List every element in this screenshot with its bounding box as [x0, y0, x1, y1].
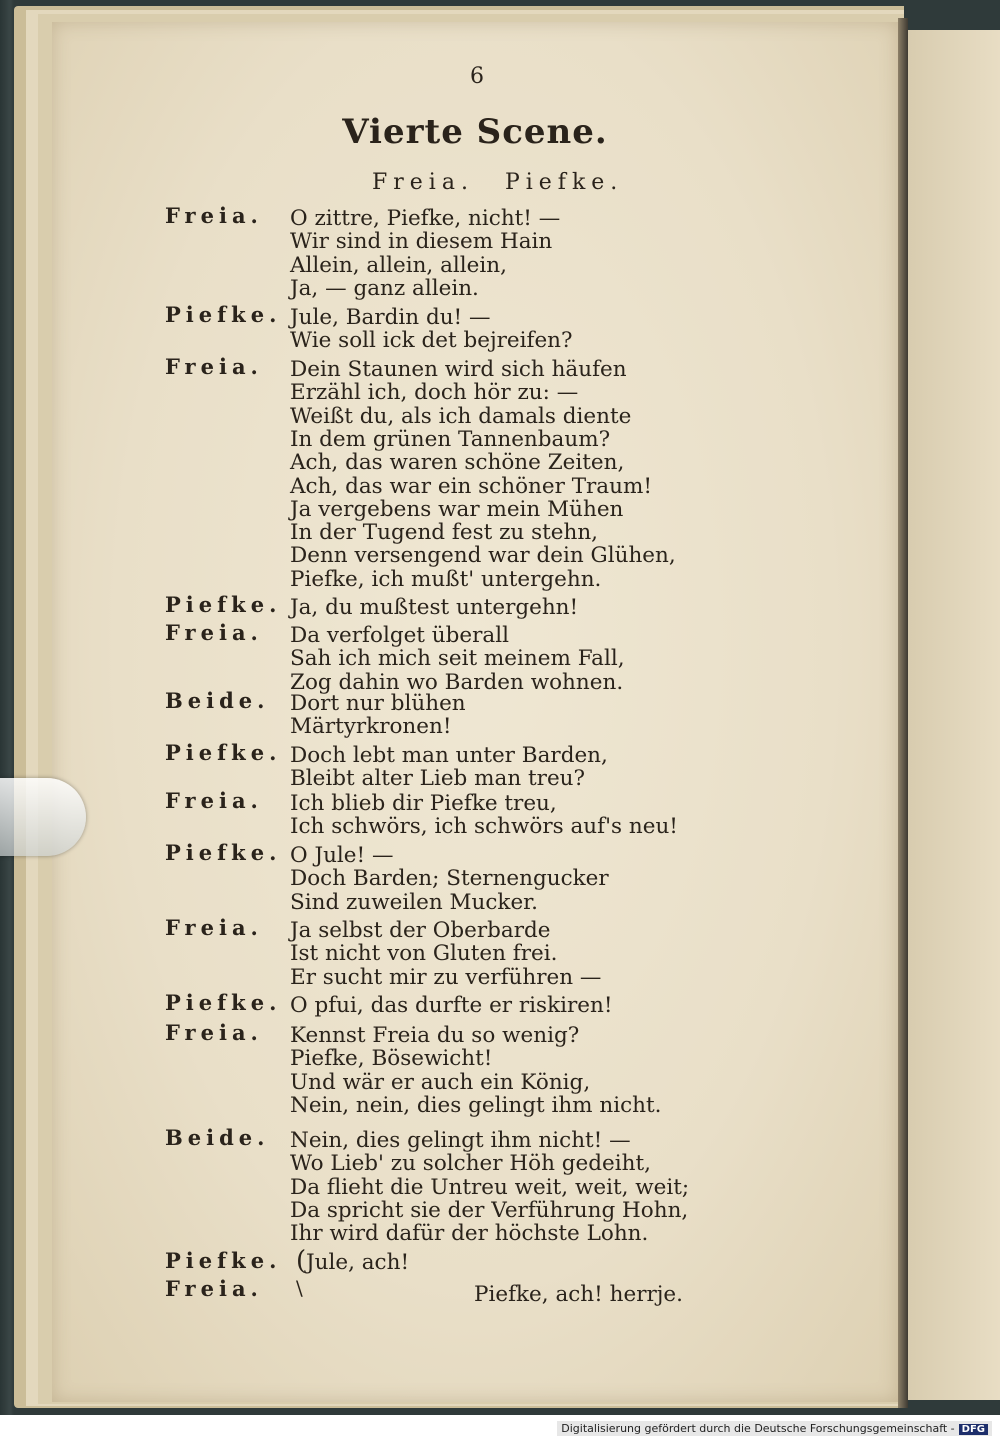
speaker-name: Piefke.	[165, 990, 282, 1015]
verse-line: Doch Barden; Sternengucker	[290, 866, 609, 892]
final-speaker-a: Piefke.	[165, 1248, 282, 1273]
verse-line: Weißt du, als ich damals diente	[290, 403, 632, 429]
verse-line: Da verfolget überall	[290, 623, 509, 648]
speaker-name: Beide.	[165, 688, 270, 713]
verse-line: Bleibt alter Lieb man treu?	[290, 766, 586, 792]
verse-line: Ach, das waren schöne Zeiten,	[290, 450, 625, 476]
credit-text: Digitalisierung gefördert durch die Deutsche Forschungsgemeinschaft -	[561, 1422, 955, 1435]
speaker-name: Freia.	[165, 788, 263, 813]
verse-line: Ich schwörs, ich schwörs auf's neu!	[290, 814, 678, 840]
verse-line: Nein, dies gelingt ihm nicht! —	[290, 1128, 631, 1153]
verse-line: Ja vergebens war mein Mühen	[290, 496, 624, 522]
speaker-name: Freia.	[165, 1020, 263, 1045]
brace-mark: (	[296, 1246, 307, 1276]
verse-line: Ja, du mußtest untergehn!	[290, 595, 579, 620]
verse-line: Dein Staunen wird sich häufen	[290, 357, 627, 382]
verse-line: Sind zuweilen Mucker.	[290, 889, 538, 915]
verse-line: Wir sind in diesem Hain	[290, 229, 553, 255]
final-speaker-b: Freia.	[165, 1276, 263, 1301]
verse-line: In dem grünen Tannenbaum?	[290, 426, 611, 452]
verse-line: Nein, nein, dies gelingt ihm nicht.	[290, 1092, 662, 1118]
verse-line: O Jule! —	[290, 843, 394, 868]
verse-line: Wie soll ick det bejreifen?	[290, 328, 573, 354]
speaker-name: Freia.	[165, 203, 263, 228]
speaker-name: Freia.	[165, 620, 263, 645]
verse-line: Ist nicht von Gluten frei.	[290, 941, 558, 967]
verse-line: O pfui, das durfte er riskiren!	[290, 993, 613, 1018]
speaker-name: Piefke.	[165, 740, 282, 765]
final-line-b: Piefke, ach! herrje.	[474, 1282, 683, 1307]
verse-line: Ihr wird dafür der höchste Lohn.	[290, 1221, 649, 1247]
speaker-name: Freia.	[165, 915, 263, 940]
speaker-name: Piefke.	[165, 840, 282, 865]
verse-line: O zittre, Piefke, nicht! —	[290, 206, 561, 231]
cast-list	[372, 170, 641, 195]
verse-line: Denn versengend war dein Glühen,	[290, 543, 676, 569]
speaker-name: Piefke.	[165, 592, 282, 617]
verse-line: Doch lebt man unter Barden,	[290, 743, 608, 768]
verse-line: Märtyrkronen!	[290, 714, 452, 740]
book-gutter	[898, 18, 908, 1408]
verse-line: Piefke, ich mußt' untergehn.	[290, 566, 602, 592]
page-clip	[0, 778, 86, 856]
dfg-logo-icon: DFG	[959, 1424, 988, 1435]
cast-member: Freia.	[372, 170, 474, 195]
verse-line: Wo Lieb' zu solcher Höh gedeiht,	[290, 1151, 651, 1177]
verse-line: Erzähl ich, doch hör zu: —	[290, 380, 579, 406]
speaker-name: Beide.	[165, 1125, 270, 1150]
verse-line: In der Tugend fest zu stehn,	[290, 520, 599, 546]
brace-mark: \	[296, 1276, 303, 1300]
verse-line: Da flieht die Untreu weit, weit, weit;	[290, 1174, 690, 1200]
verse-line: Ja selbst der Oberbarde	[290, 918, 551, 943]
verse-line: Zog dahin wo Barden wohnen.	[290, 669, 624, 695]
verse-line: Piefke, Bösewicht!	[290, 1046, 493, 1072]
verse-line: Allein, allein, allein,	[290, 252, 507, 278]
speaker-name: Freia.	[165, 354, 263, 379]
verse-line: Er sucht mir zu verführen —	[290, 964, 602, 990]
verse-line: Ja, — ganz allein.	[290, 275, 479, 301]
verse-line: Kennst Freia du so wenig?	[290, 1023, 580, 1048]
verse-line: Ach, das war ein schöner Traum!	[290, 473, 653, 499]
cast-member: Piefke.	[504, 170, 624, 195]
final-line-a: Jule, ach!	[306, 1250, 410, 1275]
verse-line: Da spricht sie der Verführung Hohn,	[290, 1197, 689, 1223]
speaker-name: Piefke.	[165, 302, 282, 327]
scene-title: Vierte Scene.	[342, 112, 608, 152]
verse-line: Jule, Bardin du! —	[290, 305, 491, 330]
facing-page	[908, 30, 1000, 1400]
verse-line: Und wär er auch ein König,	[290, 1069, 591, 1095]
verse-line: Dort nur blühen	[290, 691, 466, 716]
digitization-credit	[557, 1421, 992, 1436]
page-number: 6	[470, 64, 484, 89]
verse-line: Sah ich mich seit meinem Fall,	[290, 646, 625, 672]
verse-line: Ich blieb dir Piefke treu,	[290, 791, 557, 816]
